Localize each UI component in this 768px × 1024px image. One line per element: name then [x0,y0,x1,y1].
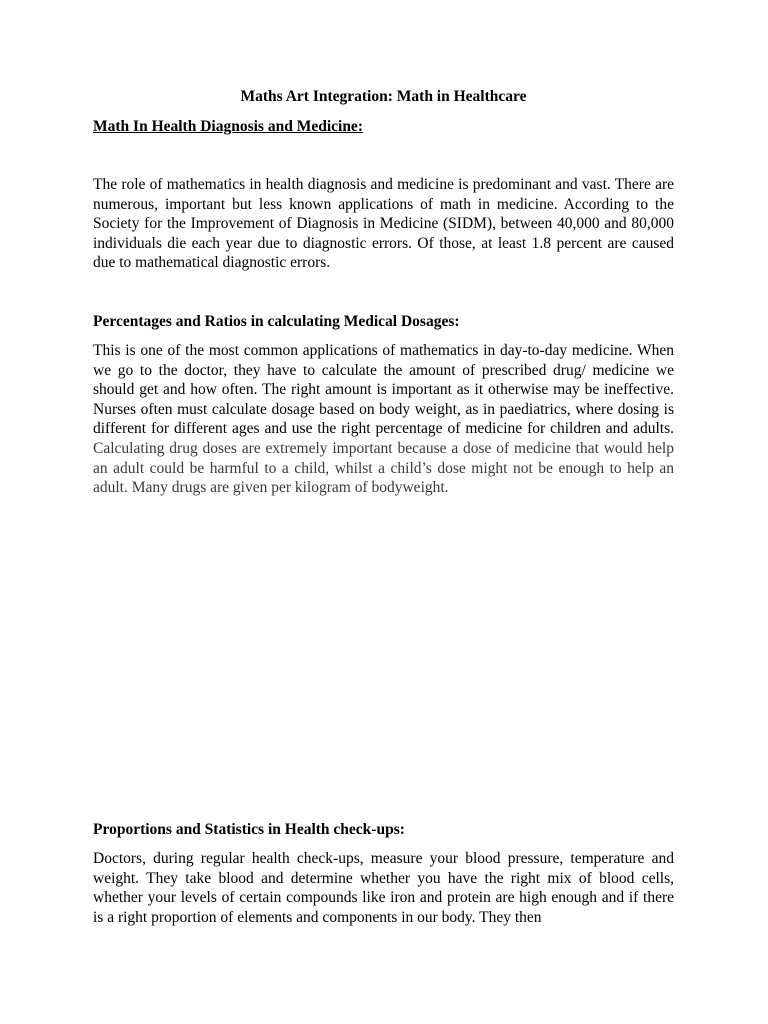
dosage-paragraph-main: This is one of the most common applications of mathematics in day-to-day medicine. When we go to the doctor, they have to calculate the amount of prescribed drug/ medicine we should get and how often. The right amount is important as it otherwise may be ineffective. Nurses often must calculate dosage based on body weight, as in paediatrics, where dosing is different for different ages and use the right percentage of medicine for children and adults. [93,342,674,438]
section-heading-diagnosis: Math In Health Diagnosis and Medicine: [93,118,363,135]
document-title: Maths Art Integration: Math in Healthcare [240,88,527,105]
section-heading-dosage: Percentages and Ratios in calculating Medical Dosages: [93,313,460,330]
section-heading-checkups: Proportions and Statistics in Health check-ups: [93,821,405,838]
section-paragraph-dosage [93,341,674,498]
section-paragraph-diagnosis: The role of mathematics in health diagnosis and medicine is predominant and vast. There are numerous, important but less known applications of math in medicine. According to the Society for the Improvement of Diagnosis in Medicine (SIDM), between 40,000 and 80,000 individuals die each year due to diagnostic errors. Of those, at least 1.8 percent are caused due to mathematical diagnostic errors. [93,176,674,272]
dosage-paragraph-continued: Calculating drug doses are extremely important because a dose of medicine that would help an adult could be harmful to a child, whilst a child’s dose might not be enough to help an adult. Many drugs are given per kilogram of bodyweight. [93,439,674,497]
section-paragraph-checkups: Doctors, during regular health check-ups, measure your blood pressure, temperature and weight. They take blood and determine whether you have the right mix of blood cells, whether your levels of certain compounds like iron and protein are high enough and if there is a right proportion of elements and components in our body. They then [93,850,674,926]
